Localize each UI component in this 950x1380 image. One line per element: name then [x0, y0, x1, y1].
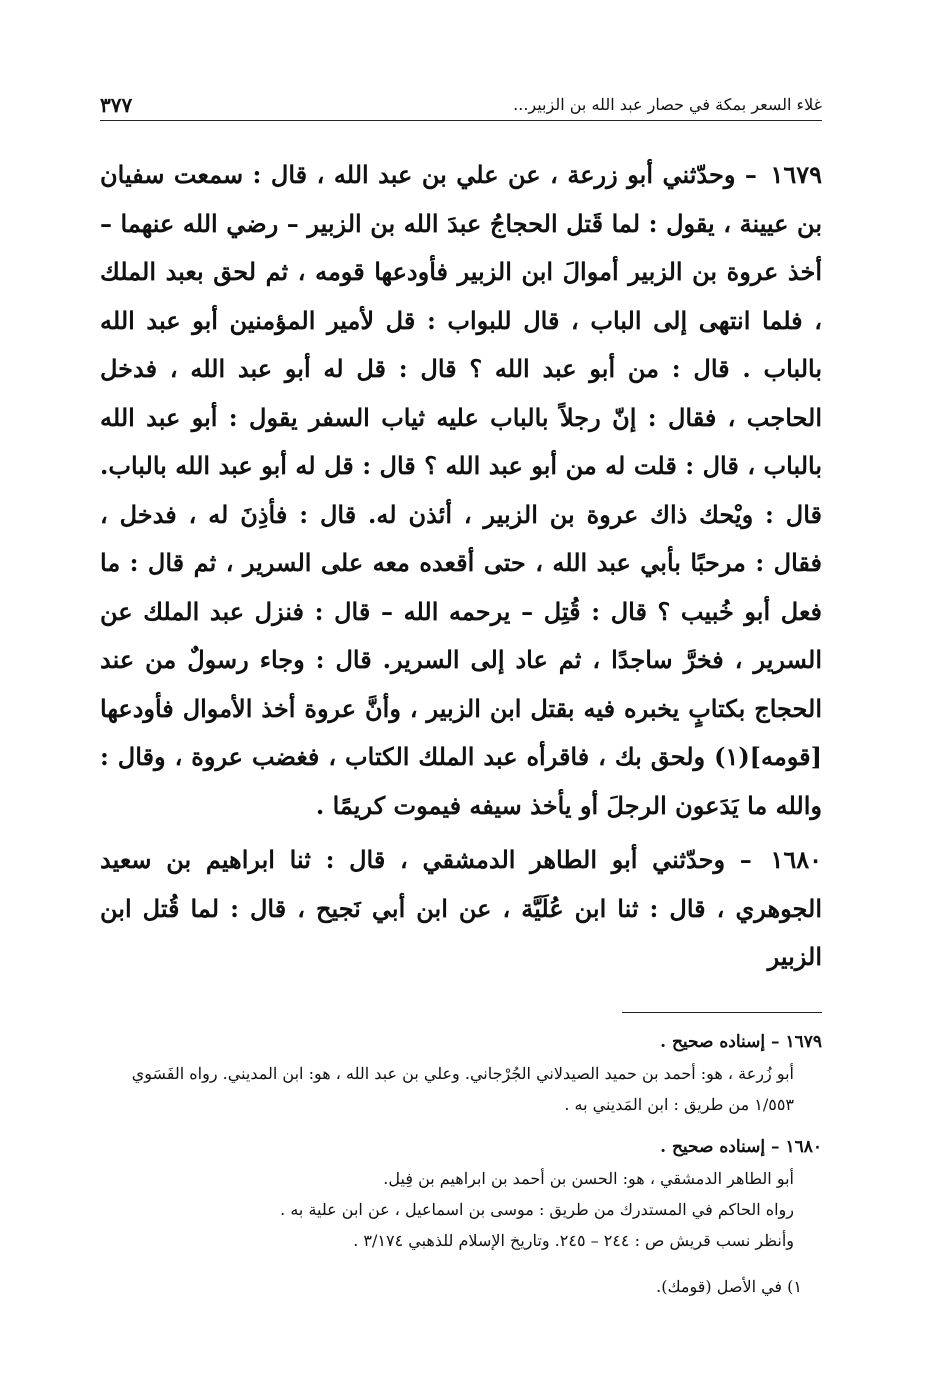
paragraph-number: ١٦٧٩ [770, 160, 822, 189]
note-line: أبو زُرعة ، هو: أحمد بن حميد الصيدلاني الجُرْجاني. وعلي بن عبد الله ، هو: ابن المديني. رواه الفَسَوي ١/٥٥٣ من طريق : ابن المَديني به . [131, 1063, 794, 1114]
notes-rule [622, 1012, 822, 1013]
note-line: رواه الحاكم في المستدرك من طريق : موسى بن اسماعيل ، عن ابن علية به . [280, 1199, 794, 1219]
paragraph-number: ١٦٨٠ [770, 845, 822, 874]
paragraph-1680 [100, 836, 822, 982]
paragraph-1679 [100, 151, 822, 830]
note-1679 [100, 1027, 822, 1120]
note-1680 [100, 1132, 822, 1256]
header-rule [100, 120, 822, 121]
note-heading: ١٦٧٩ – إسناده صحيح . [660, 1031, 822, 1052]
page-number: ٣٧٧ [100, 93, 133, 117]
note-heading: ١٦٨٠ – إسناده صحيح . [660, 1136, 822, 1157]
running-title: غلاء السعر بمكة في حصار عبد الله بن الزبير... [513, 95, 822, 114]
running-header [100, 78, 822, 116]
paragraph-text: – وحدّثني أبو زرعة ، عن علي بن عبد الله ، قال : سمعت سفيان بن عيينة ، يقول : لما قَتل الحجاجُ عبدَ الله بن الزبير – رضي الله عنهما – أخذ عروة بن الزبير أموالَ ابن الزبير فأودعها قومه ، ثم لحق بعبد الملك ، فلما انتهى إلى الباب ، قال للبواب : قل لأمير المؤمنين أبو عبد الله بالباب . قال : من أبو عبد الله ؟ قال : قل له أبو عبد الله ، فدخل الحاجب ، فقال : إنّ رجلاً بالباب عليه ثياب السفر يقول : أبو عبد الله بالباب ، قال : قلت له من أبو عبد الله ؟ قال : قل له أبو عبد الله بالباب. قال : ويْحك ذاك عروة بن الزبير ، أئذن له. قال : فأذِنَ له ، فدخل ، فقال : مرحبًا بأبي عبد الله ، حتى أقعده معه على السرير ، ثم قال : ما فعل أبو خُبيب ؟ قال : قُتِل – يرحمه الله – قال : فنزل عبد الملك عن السرير ، فخرَّ ساجدًا ، ثم عاد إلى السرير. قال : وجاء رسولٌ من عند الحجاج بكتابٍ يخبره فيه بقتل ابن الزبير ، وأنَّ عروة أخذ الأموال فأودعها [قومه](١) ولحق بك ، فاقرأه عبد الملك الكتاب ، فغضب عروة ، وقال : والله ما يَدَعون الرجلَ أو يأخذ سيفه فيموت كريمًا . [100, 160, 822, 820]
note-line: وأنظر نسب قريش ص : ٢٤٤ – ٢٤٥. وتاريخ الإسلام للذهبي ٣/١٧٤ . [353, 1230, 794, 1250]
footnote: ١) في الأصل (قومك). [656, 1276, 802, 1296]
book-page [100, 78, 822, 1358]
paragraph-text: – وحدّثني أبو الطاهر الدمشقي ، قال : ثنا ابراهيم بن سعيد الجوهري ، قال : ثنا ابن عُلَيَّة ، عن ابن أبي نَجيح ، قال : لما قُتل ابن الزبير [100, 845, 822, 971]
takhrij-notes [100, 1027, 822, 1256]
note-line: أبو الطاهر الدمشقي ، هو: الحسن بن أحمد بن ابراهيم بن فِيل. [383, 1168, 794, 1188]
main-text [100, 151, 822, 982]
